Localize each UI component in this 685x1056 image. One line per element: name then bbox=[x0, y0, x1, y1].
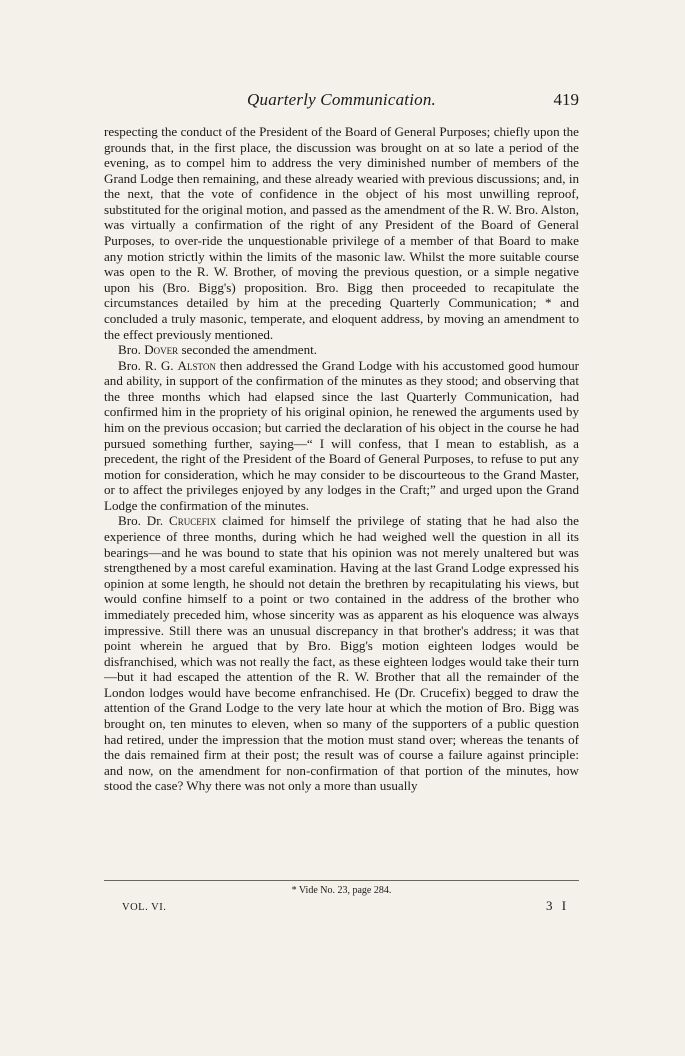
paragraph-3 bbox=[104, 358, 579, 514]
speaker-name: Dover bbox=[144, 342, 179, 358]
speaker-name: Crucefix bbox=[169, 513, 217, 529]
paragraph-4-text: claimed for himself the privilege of stating that he had also the experience of three months, during which he had weighed well the question in all its bearings—and he was bound to state that his opinion was not merely unaltered but was strengthened by a most careful examination. Having at the last Grand Lodge expressed his opinion at some length, he should not detain the brethren by recapitulating his views, but would confine himself to a point or two contained in the address of the brother who immediately preceded him, whose sincerity was as apparent as his eloquence was always impressive. Still there was an unusual discrepancy in that brother's address; it was that point wherein he argued that by Bro. Bigg's motion eighteen lodges would be disfranchised, which was not really the fact, as these eighteen lodges would take their turn—but it had escaped the attention of the R. W. Brother that all the remainder of the London lodges would have become enfranchised. He (Dr. Crucefix) begged to draw the attention of the Grand Lodge to the very late hour at which the motion of Bro. Bigg was brought on, ten minutes to eleven, when so many of the supporters of a public question had retired, under the impression that the motion must stand over; whereas the tenants of the dais remained firm at their post; the result was of course a failure against principle: and now, on the amendment for non-confirmation of that portion of the minutes, how stood the case? Why there was not only a more than usually bbox=[104, 513, 579, 794]
running-head bbox=[104, 90, 579, 116]
footnote-rule bbox=[104, 880, 579, 881]
page-title: Quarterly Communication. bbox=[247, 90, 436, 109]
body-text bbox=[104, 124, 579, 794]
paragraph-2-text: seconded the amendment. bbox=[181, 342, 318, 358]
volume-label: VOL. VI. bbox=[122, 902, 167, 913]
speaker-prefix: Bro. bbox=[118, 342, 141, 358]
paragraph-1-text: respecting the conduct of the President of the Board of General Purposes; chiefly upon the grounds that, in the first place, the discussion was brought on at so late a period of the evening, as to compel him to address the very diminished number of members of the Grand Lodge then remaining, and these already wearied with previous discussions; and, in the next, that the vote of confidence in the object of his most unwilling reproof, substituted for the original motion, and passed as the amendment of the R. W. Bro. Alston, was virtually a confirmation of the right of any President of the Board of General Purposes, to over-ride the unquestionable privilege of a member of that Board to make any motion strictly within the limits of the masonic law. Whilst the more suitable course was open to the R. W. Brother, of moving the previous question, or a simple negative upon his (Bro. Bigg's) proposition. Bro. Bigg then proceeded to recapitulate the circumstances detailed by him at the preceding Quarterly Communication; * and concluded a truly masonic, temperate, and eloquent address, by moving an amendment to the effect previously mentioned. bbox=[104, 124, 579, 342]
speaker-name: Alston bbox=[177, 357, 216, 373]
footnote: * Vide No. 23, page 284. bbox=[291, 885, 392, 896]
signature-mark: 3 I bbox=[546, 898, 570, 913]
paragraph-3-text: then addressed the Grand Lodge with his accustomed good humour and ability, in support of the confirmation of the minutes as they stood; and observing that the three months which had elapsed since the last Quarterly Communication, had confirmed him in the propriety of his original opinion, he renewed the arguments used by him on the previous occasion; but carried the declaration of his object in the course he had pursued something further, saying—“ I will confess, that I mean to establish, as a precedent, the right of the President of the Board of General Purposes, to refuse to put any motion for consideration, which he may consider to be discourteous to the Grand Master, or to affect the privileges enjoyed by any lodges in the Craft;” and urged upon the Grand Lodge the confirmation of the minutes. bbox=[104, 357, 580, 513]
speaker-prefix: Bro. Dr. bbox=[118, 513, 164, 529]
paragraph-4 bbox=[104, 513, 579, 793]
speaker-prefix: Bro. R. G. bbox=[118, 357, 174, 373]
paragraph-2 bbox=[104, 342, 579, 358]
paragraph-1 bbox=[104, 124, 579, 342]
page-number: 419 bbox=[553, 90, 579, 109]
